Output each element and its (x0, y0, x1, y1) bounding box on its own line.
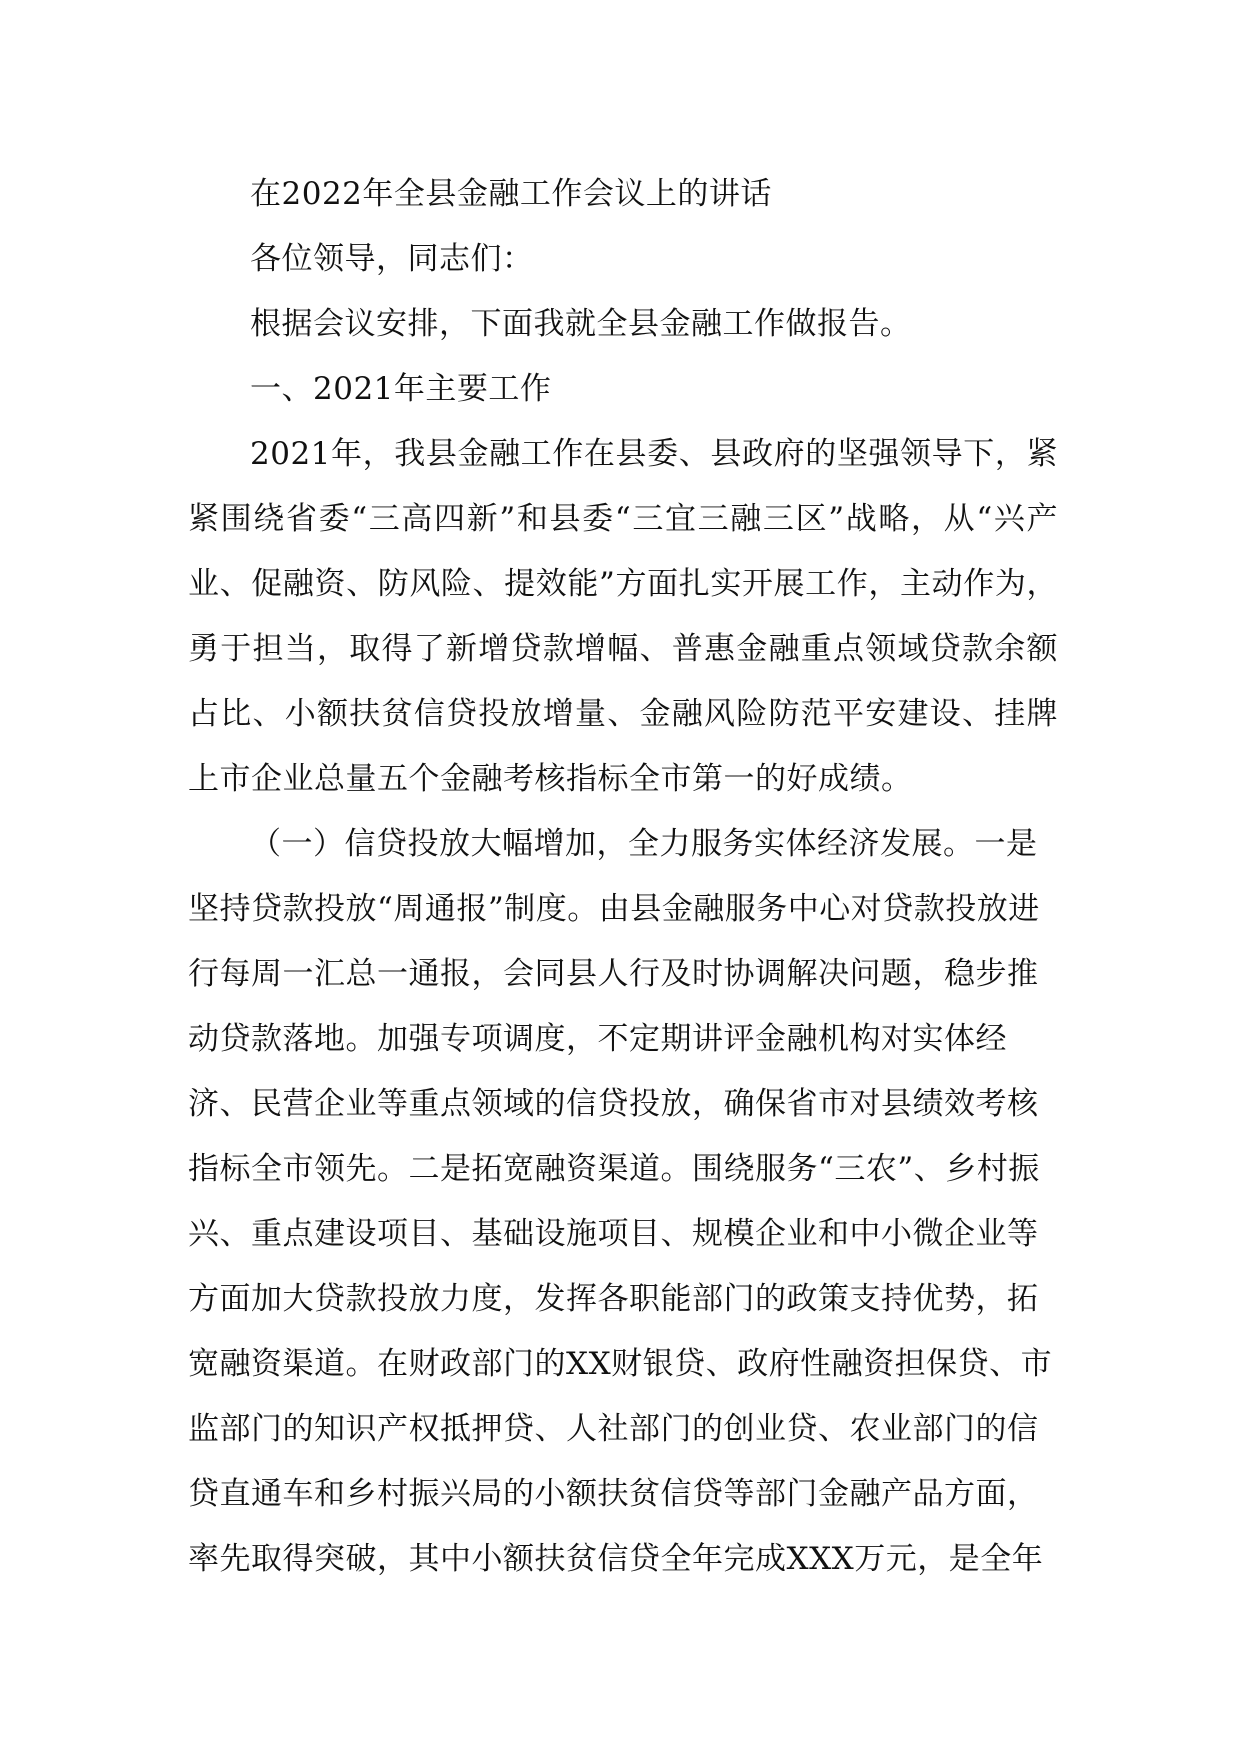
body-paragraph: （一）信贷投放大幅增加，全力服务实体经济发展。一是坚持贷款投放“周通报”制度。由县金融服务中心对贷款投放进行每周一汇总一通报，会同县人行及时协调解决问题，稳步推动贷款落地。加强专项调度，不定期讲评金融机构对实体经济、民营企业等重点领域的信贷投放，确保省市对县绩效考核指标全市领先。二是拓宽融资渠道。围绕服务“三农”、乡村振兴、重点建设项目、基础设施项目、规模企业和中小微企业等方面加大贷款投放力度，发挥各职能部门的政策支持优势，拓宽融资渠道。在财政部门的XX财银贷、政府性融资担保贷、市监部门的知识产权抵押贷、人社部门的创业贷、农业部门的信贷直通车和乡村振兴局的小额扶贫信贷等部门金融产品方面，率先取得突破，其中小额扶贫信贷全年完成XXX万元，是全年 (188, 826, 1053, 1577)
section-heading: 一、2021年主要工作 (250, 371, 552, 407)
intro-paragraph: 根据会议安排，下面我就全县金融工作做报告。 (250, 306, 912, 342)
document-body (188, 162, 1058, 1592)
body-paragraph: 2021年，我县金融工作在县委、县政府的坚强领导下，紧紧围绕省委“三高四新”和县委“三宜三融三区”战略，从“兴产业、促融资、防风险、提效能”方面扎实开展工作，主动作为，勇于担当，取得了新增贷款增幅、普惠金融重点领域贷款余额占比、小额扶贫信贷投放增量、金融风险防范平安建设、挂牌上市企业总量五个金融考核指标全市第一的好成绩。 (188, 436, 1058, 797)
salutation: 各位领导，同志们： (250, 241, 534, 277)
speech-title: 在2022年全县金融工作会议上的讲话 (250, 176, 772, 212)
